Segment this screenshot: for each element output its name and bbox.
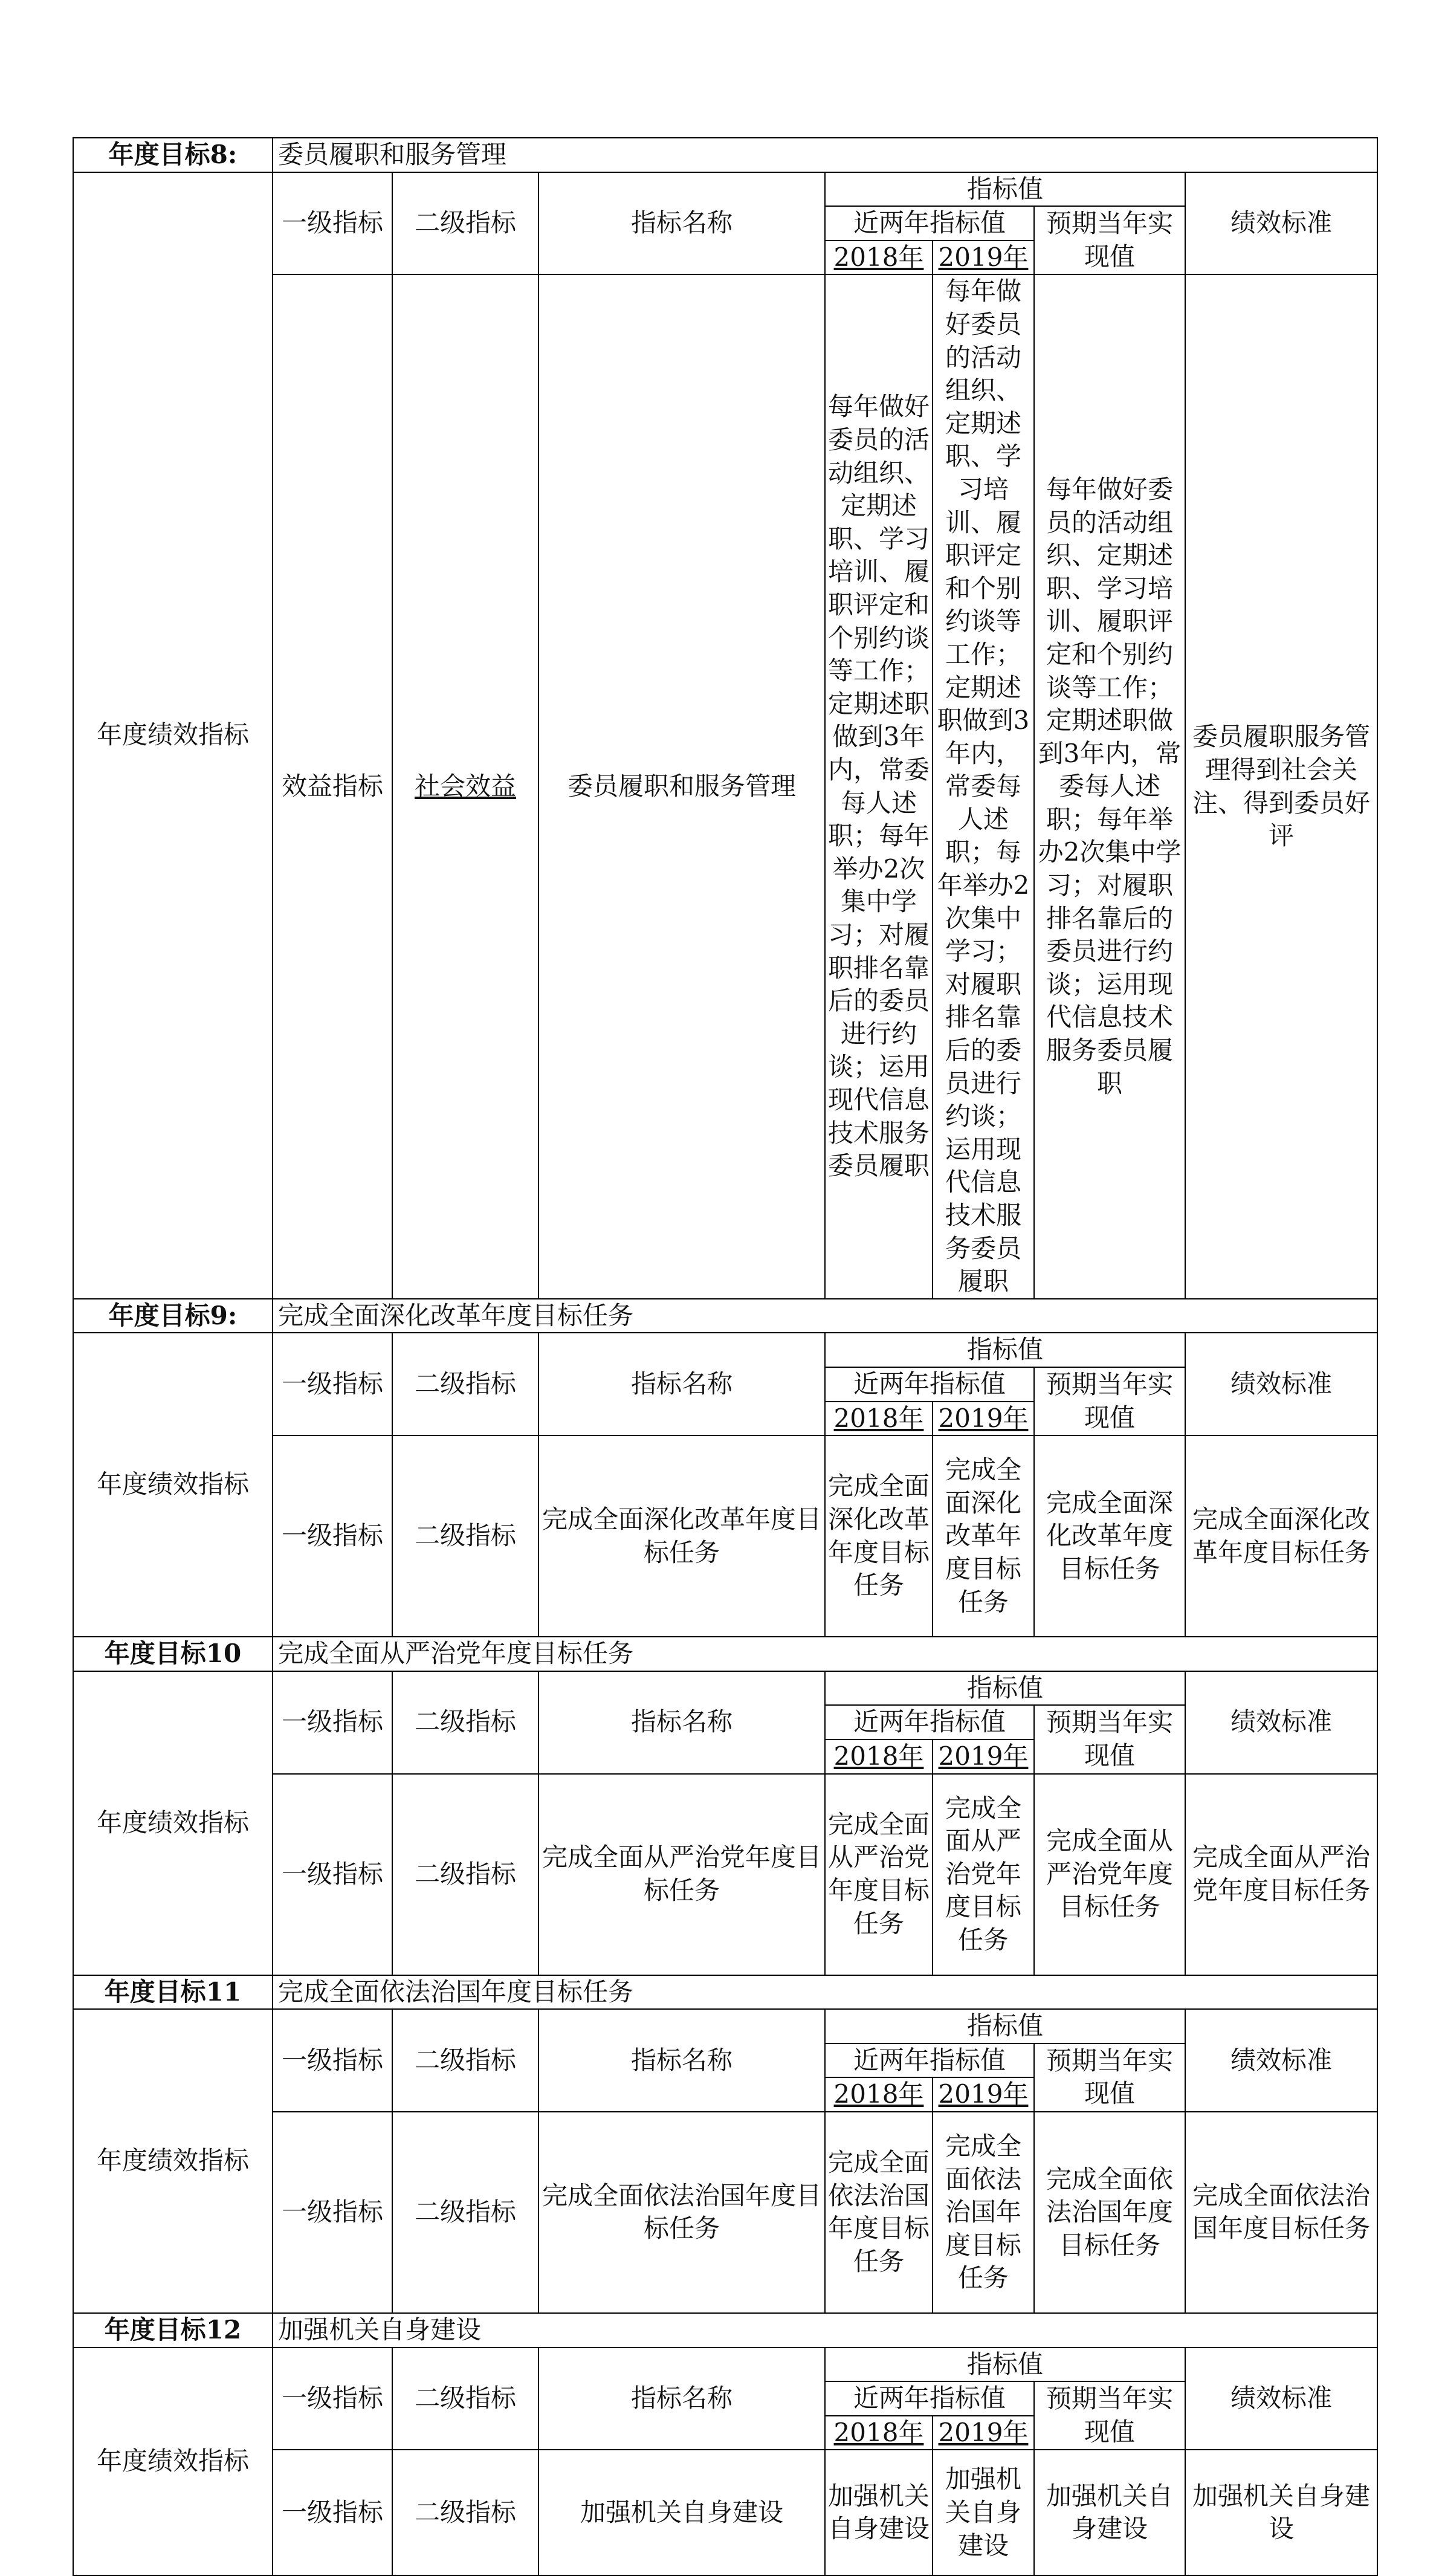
goal-label: 年度目标9: <box>73 1299 273 1333</box>
goal-title: 完成全面依法治国年度目标任务 <box>273 1975 1377 2010</box>
standard-header: 绩效标准 <box>1185 2348 1377 2450</box>
level2-cell: 二级指标 <box>392 1435 538 1637</box>
level1-cell: 一级指标 <box>273 2450 392 2575</box>
recent-header: 近两年指标值 <box>825 2381 1034 2416</box>
level2-cell: 二级指标 <box>392 2450 538 2575</box>
expected-cell: 完成全面依法治国年度目标任务 <box>1034 2112 1185 2313</box>
value-2018-cell: 完成全面依法治国年度目标任务 <box>825 2112 933 2313</box>
level2-header: 二级指标 <box>392 1671 538 1774</box>
value-header: 指标值 <box>825 1671 1185 1706</box>
year-2018-header: 2018年 <box>825 1739 933 1774</box>
perf-label: 年度绩效指标 <box>73 172 273 1299</box>
level2-header: 二级指标 <box>392 172 538 275</box>
goal-row <box>73 1637 1377 1671</box>
expected-header: 预期当年实现值 <box>1034 2381 1185 2450</box>
level1-header: 一级指标 <box>273 2348 392 2450</box>
goal-label: 年度目标8: <box>73 138 273 172</box>
value-2019-cell: 每年做好委员的活动组织、定期述职、学习培训、履职评定和个别约谈等工作；定期述职做到3年内，常委每人述职；每年举办2次集中学习；对履职排名靠后的委员进行约谈；运用现代信息技术服务委员履职 <box>933 274 1034 1298</box>
value-2019-cell: 完成全面依法治国年度目标任务 <box>933 2112 1034 2313</box>
value-header: 指标值 <box>825 1333 1185 1367</box>
value-header: 指标值 <box>825 172 1185 207</box>
goal-row <box>73 1299 1377 1333</box>
perf-label: 年度绩效指标 <box>73 2009 273 2313</box>
value-2018-cell: 每年做好委员的活动组织、定期述职、学习培训、履职评定和个别约谈等工作；定期述职做到3年内，常委每人述职；每年举办2次集中学习；对履职排名靠后的委员进行约谈；运用现代信息技术服务委员履职 <box>825 274 933 1298</box>
goal-row <box>73 138 1377 172</box>
value-2019-cell: 完成全面从严治党年度目标任务 <box>933 1774 1034 1975</box>
standard-header: 绩效标准 <box>1185 1333 1377 1435</box>
value-2019-cell: 完成全面深化改革年度目标任务 <box>933 1435 1034 1637</box>
name-cell: 完成全面从严治党年度目标任务 <box>538 1774 825 1975</box>
year-2018-header: 2018年 <box>825 2416 933 2450</box>
level1-header: 一级指标 <box>273 1333 392 1435</box>
level2-header: 二级指标 <box>392 2348 538 2450</box>
recent-header: 近两年指标值 <box>825 1705 1034 1739</box>
name-cell: 完成全面深化改革年度目标任务 <box>538 1435 825 1637</box>
goal-label: 年度目标11 <box>73 1975 273 2010</box>
header-row <box>73 2348 1377 2382</box>
standard-header: 绩效标准 <box>1185 2009 1377 2112</box>
level1-header: 一级指标 <box>273 172 392 275</box>
header-row <box>73 1671 1377 1706</box>
goal-row <box>73 1975 1377 2010</box>
standard-header: 绩效标准 <box>1185 172 1377 275</box>
standard-cell: 委员履职服务管理得到社会关注、得到委员好评 <box>1185 274 1377 1298</box>
expected-header: 预期当年实现值 <box>1034 2044 1185 2112</box>
level2-cell: 社会效益 <box>392 274 538 1298</box>
year-2019-header: 2019年 <box>933 241 1034 275</box>
expected-header: 预期当年实现值 <box>1034 206 1185 274</box>
year-2018-header: 2018年 <box>825 241 933 275</box>
level1-cell: 一级指标 <box>273 1435 392 1637</box>
goal-row <box>73 2313 1377 2348</box>
level1-cell: 效益指标 <box>273 274 392 1298</box>
goal-title: 加强机关自身建设 <box>273 2313 1377 2348</box>
header-row <box>73 2009 1377 2044</box>
standard-cell: 完成全面依法治国年度目标任务 <box>1185 2112 1377 2313</box>
level1-cell: 一级指标 <box>273 1774 392 1975</box>
standard-cell: 完成全面深化改革年度目标任务 <box>1185 1435 1377 1637</box>
year-2018-header: 2018年 <box>825 1402 933 1436</box>
expected-cell: 每年做好委员的活动组织、定期述职、学习培训、履职评定和个别约谈等工作；定期述职做到3年内，常委每人述职；每年举办2次集中学习；对履职排名靠后的委员进行约谈；运用现代信息技术服务委员履职 <box>1034 274 1185 1298</box>
name-cell: 加强机关自身建设 <box>538 2450 825 2575</box>
level2-header: 二级指标 <box>392 1333 538 1435</box>
value-2019-cell: 加强机关自身建设 <box>933 2450 1034 2575</box>
standard-header: 绩效标准 <box>1185 1671 1377 1774</box>
level1-header: 一级指标 <box>273 1671 392 1774</box>
goal-label: 年度目标10 <box>73 1637 273 1671</box>
value-2018-cell: 加强机关自身建设 <box>825 2450 933 2575</box>
year-2019-header: 2019年 <box>933 1402 1034 1436</box>
performance-table <box>73 137 1378 2576</box>
name-cell: 委员履职和服务管理 <box>538 274 825 1298</box>
year-2019-header: 2019年 <box>933 2077 1034 2112</box>
value-header: 指标值 <box>825 2348 1185 2382</box>
name-header: 指标名称 <box>538 1671 825 1774</box>
level1-header: 一级指标 <box>273 2009 392 2112</box>
level2-cell: 二级指标 <box>392 2112 538 2313</box>
perf-label: 年度绩效指标 <box>73 1333 273 1637</box>
level2-cell: 二级指标 <box>392 1774 538 1975</box>
expected-header: 预期当年实现值 <box>1034 1705 1185 1773</box>
goal-title: 完成全面从严治党年度目标任务 <box>273 1637 1377 1671</box>
goal-title: 完成全面深化改革年度目标任务 <box>273 1299 1377 1333</box>
goal-title: 委员履职和服务管理 <box>273 138 1377 172</box>
recent-header: 近两年指标值 <box>825 206 1034 241</box>
recent-header: 近两年指标值 <box>825 2044 1034 2078</box>
expected-cell: 加强机关自身建设 <box>1034 2450 1185 2575</box>
year-2019-header: 2019年 <box>933 2416 1034 2450</box>
recent-header: 近两年指标值 <box>825 1367 1034 1402</box>
name-header: 指标名称 <box>538 172 825 275</box>
value-2018-cell: 完成全面从严治党年度目标任务 <box>825 1774 933 1975</box>
value-header: 指标值 <box>825 2009 1185 2044</box>
name-header: 指标名称 <box>538 2009 825 2112</box>
value-2018-cell: 完成全面深化改革年度目标任务 <box>825 1435 933 1637</box>
perf-label: 年度绩效指标 <box>73 2348 273 2576</box>
expected-cell: 完成全面深化改革年度目标任务 <box>1034 1435 1185 1637</box>
goal-label: 年度目标12 <box>73 2313 273 2348</box>
name-header: 指标名称 <box>538 1333 825 1435</box>
name-cell: 完成全面依法治国年度目标任务 <box>538 2112 825 2313</box>
expected-header: 预期当年实现值 <box>1034 1367 1185 1435</box>
expected-cell: 完成全面从严治党年度目标任务 <box>1034 1774 1185 1975</box>
perf-label: 年度绩效指标 <box>73 1671 273 1975</box>
header-row <box>73 172 1377 207</box>
year-2019-header: 2019年 <box>933 1739 1034 1774</box>
standard-cell: 完成全面从严治党年度目标任务 <box>1185 1774 1377 1975</box>
header-row <box>73 1333 1377 1367</box>
standard-cell: 加强机关自身建设 <box>1185 2450 1377 2575</box>
year-2018-header: 2018年 <box>825 2077 933 2112</box>
name-header: 指标名称 <box>538 2348 825 2450</box>
level1-cell: 一级指标 <box>273 2112 392 2313</box>
level2-header: 二级指标 <box>392 2009 538 2112</box>
